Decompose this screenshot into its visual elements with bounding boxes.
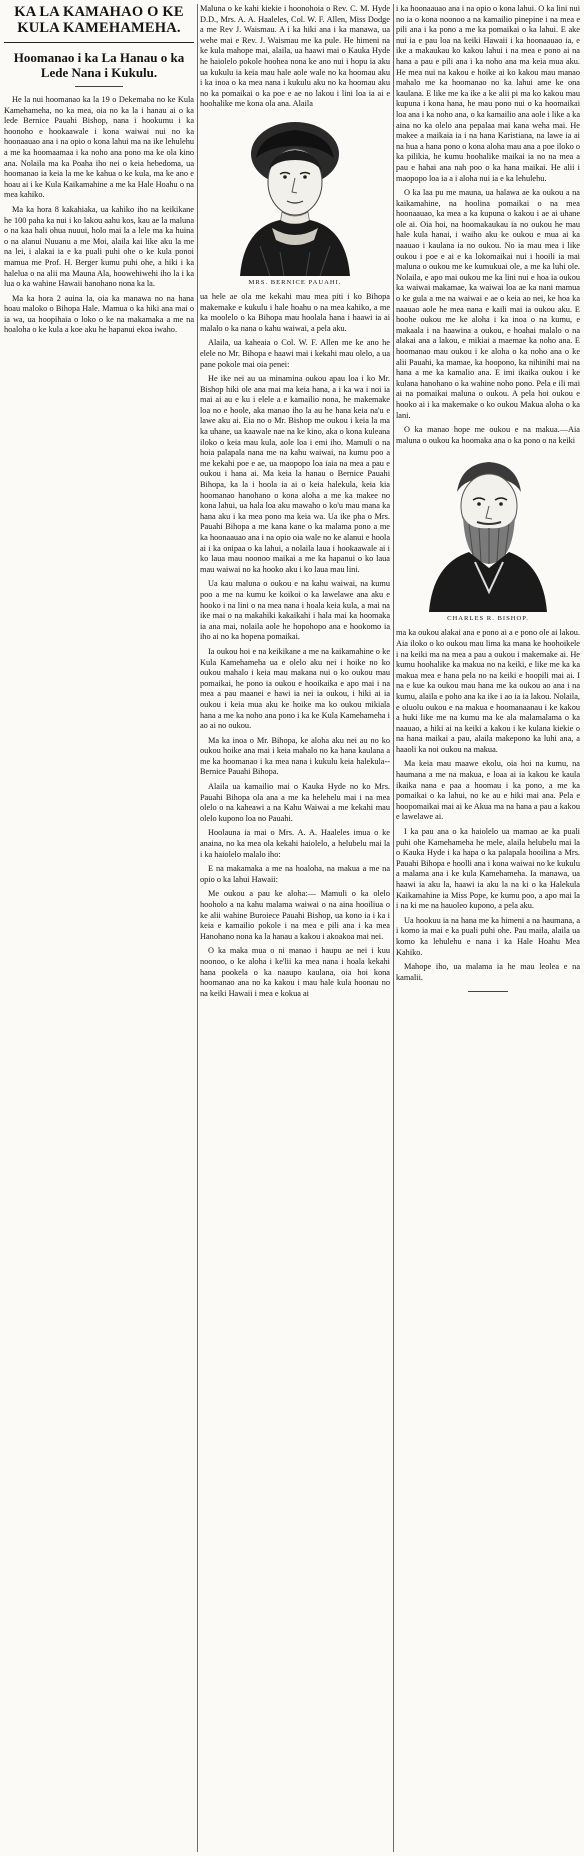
portrait-pauahi-image	[220, 116, 370, 276]
paragraph: Mahope iho, ua malama ia he mau leolea e na kamalii.	[396, 962, 580, 982]
paragraph: I ka pau ana o ka haiolelo ua mamao ae ka puali puhi ohe Kamehameha he mele, alaila helubelu mai la o Kauka Hyde i ka hapa o ka palapala hooilina a Mrs. Pauahi Bihopa e hoolli ana i kona waiwai no ke kukulu a malama ana i ke kula Kamehameha. Ia manawa, ua haawi ia aku la, haawi ia aku la na ki o ka Halekula Kaikamahine ia Miss Pope, ke kumu poo, a apo mai la i na ki me na hauoleo kupono, a pela aku.	[396, 827, 580, 911]
paragraph: Hoolauna ia mai o Mrs. A. A. Haaleles imua o ke anaina, no ka mea ola kekahi haiolelo, a helubelu mai la i ka haiolelo malalo iho:	[200, 828, 390, 859]
paragraph: Ma ka hora 8 kakahiaka, ua kahiko iho na keikikane he 100 paha ka nui i ko lakou aahu kos, kau ae la maluna o na kaa hali ohua nuuui, holo mai la a lele ma ka huina o na alanui Nuuanu a me Moi, alaila kai like aku la me na lei, i alakai ia e ka puali puhi ohe o ke kula ponoi mamua me Prof. H. Berger kumu puhi ohe, a hiki i ka halelua o na alii ma Mauna Ala, hoowehiwehi iho la i ka lua o ka wahine Hawaii hanohano nona ka la.	[4, 204, 194, 289]
paragraph: O ka manao hope me oukou e na makua.—Aia maluna o oukou ka hoomaka ana o ka pono o na keiki	[396, 425, 580, 445]
column-3	[396, 4, 580, 1852]
headline: KA LA KAMAHAO O KE KULA KAMEHAMEHA.	[14, 4, 184, 36]
paragraph: Maluna o ke kahi kiekie i hoonohoia o Rev. C. M. Hyde D.D., Mrs. A. A. Haaleles, Col. W. F. Allen, Miss Dodge a me Rev J. Waismau. A i ka hiki ana i ka manawa, ua wehe mai e Rev. J. Waismau me ka pule. He himeni na ke kula mahope mai, alaila, ua haawi mai o Kauka Hyde he haiolelo pokole hoohea nona ke ano nui i hopu ia aku ua kukulu ia keia mau hale aole wale no ka hoomau aku i ka inoa o ka mea nana i kukulu aku no ka hoomau aku no ka pomaikai o ka poe e ae no lakou i lini loa ia ai e hoohalike me kona ola ana. Alaila	[200, 4, 390, 109]
paragraph: i ka hoonaauao ana i na opio o kona lahui. O ka lini nui no ia o kona noonoo a na kamailio pinepine i na mea e pili ana i ka pono a me ka pomaikai o ka lahui. E ake nui ia e pau loa na keiki Hawaii i ka hoonaauao ia, e ike a makaukau ko kakou lahui i na mea e pono ai na hana a pau e pili ana i ka noho ana ma keia mua aku. He mea nui na kakou e hoike ai ko kakou mau manao mahalo me ka hoomanao no ka lahui ame ke ona kaulana. E like me ka ike a ke alii pi ma ko kakou mau kupuna i kona hana, he mau pono nui o ka hoomaikai loa ana i ka noho ana, o ka kamailio ana aole i like a ka aina no ka olelo ana pepalaa mai kana weha mai. He makee a maikaia ia i na hana Karistiana, na lawe ia ai na hua a hana pono o kona aloha mau ana a poe iloko o ka pilikia, he kumu hoohalike maikai ia no na mea a pau e hahai ana nah poo o ka hana maikai. He alii i maopopo loa ia a i aloha nui ia e ka lehulehu.	[396, 4, 580, 183]
paragraph: ma ka oukou alakai ana e pono ai a e pono ole ai lakou. Aia iloko o ko oukou mau lima ka mana ke hoohoikele i na keiki ma na mea a pau a oukou i makemake ai. He kumu hoohalike ka makua no na keiki, e like me ka ka makua mea e hana pela no na keiki e hoopili mai ai. I na e kue ka oukou mau hana me ka oukou ao ana i na kumu, alaila e poho ana ka ike i ao ia ia lakou. Nolaila, e oluolu oukou e na makua e hoomanaanau i ke kakou a huki like me na kumu ma ke ala malamalama o ka naauao, a hiki ai na keiki a kakou i ke kulana kiekie o na hana maikai a pau, alaila makepono ka luhi ana, a haaoli ka noi oukou na makua.	[396, 628, 580, 754]
portrait-pauahi-caption: MRS. BERNICE PAUAHI.	[248, 278, 342, 286]
column-1-body	[4, 95, 194, 336]
paragraph: Alaila, ua kaheaia o Col. W. F. Allen me ke ano he elele no Mr. Bihopa e haawi mai i kekahi mau olelo, a ua pane pokole mai oia penei:	[200, 338, 390, 369]
paragraph: He ike nei au ua minamina oukou apau loa i ko Mr. Bishop hiki ole ana mai ma keia hana, a i ka wa i noi ia mai ai au e ku i elele a e kamailio nona, he makemake loa no e hoole, aka manao iho la au he hana keia na'u e lawe aku ai. Eia no o Mr. Bishop me oukou i keia la ma ka uhane, ua kaawale nae na ke kino, aka o kona kuleana iloko o keia mau kula, aole loa i emi iho. Mamuli o na hoia palapala nana me na kahu waiwai, na kumu poo a me kekahi poe e ae, ua maopopo loa iaia na mea a pau e oukou i hana ai. Ma keia la hanau o Bernice Pauahi Bihopa, ka la i hoola ia ai o keia halekula, keia kia hoomanao hanohano o kona aloha a me ka makee no kona lahui, ua hala loa aku mawaho o ko'u mau mana ka hana aku i ka mea pono ma keia wa. Ua ike pha o Mrs. Pauahi Bihopa a me kana kane o ka malama pono a me ka hoonaauao ana i na opio oia wale no ke alanui e hoola ai i ka onipaa o ka lahui, a nolaila laua i hookaawale ai i ko laua mau noonoo maikai a me ka hapanui o ko laua mau waiwai no ka hooko aku i ko laua mau lini.	[200, 374, 390, 574]
headline-rule	[4, 42, 194, 43]
paragraph: Me oukou a pau ke aloha:— Mamuli o ka olelo hooholo a na kahu malama waiwai o na aina hooiliua o ke alii wahine Buroiece Pauahi Bishop, ua kono ia i ka i keia e kamailio pokole i na mea e pili ana i ka mea Hanohano nona ka la hanau a kakou i akoakoa mai nei.	[200, 889, 390, 941]
portrait-bishop-caption: CHARLES R. BISHOP.	[447, 615, 529, 623]
portrait-pauahi	[200, 116, 390, 276]
column-1	[4, 4, 194, 1852]
paragraph: Ua hookuu ia na hana me ka himeni a na haumana, a i komo ia mai e ka puali puhi ohe. Pau maila, alaila ua komo ka lehulehu e nana i ka Hale Hoahu Mea Kahiko.	[396, 915, 580, 957]
divider	[75, 86, 123, 87]
paragraph: Ma ka inoa o Mr. Bihopa, ke aloha aku nei au no ko oukou hoike ana mai i keia mahalo no ka hana kaulana a me ka hoomanao i ka mea nana i kukulu keia halekula--Bernice Pauahi Bihopa.	[200, 735, 390, 777]
paragraph: Alaila ua kamailio mai o Kauka Hyde no ko Mrs. Pauahi Bihopa ola ana a me ka helehelu mai i na mea olelo o na kaheawi a na Kahu Waiwai a me kekahi mau olelo kupono loa no Pauahi.	[200, 782, 390, 823]
paragraph: O ka laa pu me mauna, ua halawa ae ka oukou a na kaikamahine, na hoolina pomaikai o na mea hoonaauao, ka mea a ka kupuna o kakou i ae ai uhane ole ai. Oia hoi, na hoomakaukau ia no oukou he mau hale kula hanai, i waiho aku ke oukou e mua ai ka naauao i kaulana ia no oukou. No ia mau mea i like oukou i poe e ai e ka lokomaikai nui i hooili ia mai maluna o oukou me ke kumukuai ole, a me ka luhi ole. Nolaila, e apo mai oukou me ka lini nui e hoa ia oukou ka waiwai makamae, ka waiwai loa ae ka nani mamua o ke gula a me na waiwai e ae o keia ao nei, ke hoa ka naauao aole he mea nana e kaili mai ia oukou aku. E hoohe oukou me ke aloha i ka inoa o na kumu, e makaala i na haawina a oukou, e hoahai malalo o na alakai ana a lakou, e mikiai a maemae ka noho ana. E hoomanao mau oukou i ke aloha o ka noho ana o ke alii Pauahi, ka mamae, ka hoopono, ka nihinihi mai na hana a me ka kamalio ana. E imi ikaika oukou i ke kulana hanohano o ka wahine noho pono. Pela e ili mai ai na pomaikai maluna o oukou. A pela hoi oukou e hooko ai i ka makemake o ko oukou Makua aloha o ka lani.	[396, 188, 580, 420]
paragraph: Ma keia mau maawe ekolu, oia hoi na kumu, na haumana a me na makua, e loaa ai ia kakou ke kaula ikaika nana e paa a hoomau i ka pono, a me ka pomaikai o ka lahui, no ke au e hiki mai ana. Pela e hoopomaikai mai ai ke Akua ma na hana a pau a kakou e lawelawe ai.	[396, 759, 580, 822]
paragraph: He la nui hoomanao ka la 19 o Dekemaba no ke Kula Kamehameha, no ka mea, oia no ka la i hanau ai o ka lede Bernice Pauahi Bishop, nana i hookumu i ka hoonoho e hookaawale i kona waiwai nui no ka hoonaauao ana i na opio o kona lahui ma na ike lehulehu a me ka hoomaamaa i ka noho ana pono ma ke ola kino ana. Nolaila ma ka Poaha iho nei o keia hebedoma, ua hoomanao ia keia la me ke kahua o ke kula, ma ke ano e hoau ai i ke Kula Kaikamahine a me ka Hale Hoahu o na mea kahiko.	[4, 95, 194, 200]
paragraph: Ia oukou hoi e na keikikane a me na kaikamahine o ke Kula Kamehameha ua e olelo aku nei i hoike no ko oukou mahalo i keia mau makana nui o ko oukou mau pomaikai, he pono ia oukou e hooikaika e apo mai i na mea a pau maanei e hawi ia nei ia oukou, i hiki ai ia oukou i keia mua aku ke hoike ma ko oukou mikiala hana a me ka noho ana pono i ka ke Kula Kamehameha i ao ai no oukou.	[200, 646, 390, 731]
portrait-bishop-image	[413, 452, 563, 612]
column-rule	[393, 4, 394, 1852]
subheadline: Hoomanao i ka La Hanau o ka Lede Nana i Kukulu.	[13, 50, 185, 80]
end-rule	[468, 991, 508, 992]
portrait-bishop	[396, 452, 580, 612]
paragraph: O ka maka mua o ni manao i haupu ae nei i kuu noonoo, o ke aloha i ke'lii ka mea nana i hoala kekahi hana pookela o ka naaupo kaulana, oia hoi kona hoomanao ana no ka kakou i mau hale kula hoonau no na keiki Hawaii i mea e kokua ai	[200, 946, 390, 998]
column-2	[200, 4, 390, 1852]
paragraph: Ma ka hora 2 auina la, oia ka manawa no na hana hoau maloko o Bihopa Hale. Mamua o ka hiki ana mai o ia wa, ua hoopihaia o loko o ke na makamaka a me na hoaloha o ke kula a koe aku he hapanui ekoa iwaho.	[4, 293, 194, 335]
paragraph: Ua kau maluna o oukou e na kahu waiwai, na kumu poo a me na kumu ke koikoi o ka lawelawe ana aku e hooko i na lini o na mea nana i hoala keia kula, a mai na ike mai o na makahiki kakaikahi i hala mai ka hoomaka ia ana mai, nolaila aole he hopohopo ana e hookomo ia iho ai no ka hopena pomaikai.	[200, 579, 390, 642]
paragraph: E na makamaka a me na hoaloha, na makua a me na opio o ka lahui Hawaii:	[200, 864, 390, 884]
paragraph: ua hele ae ola me kekahi mau mea piti i ko Bihopa makemake e kukulu i hale hoahu o na mea kahiko, a me ka moolelo o ka Bihopa mau hoolala hana i haawi ia ai malalo o ka nana o kahu waiwai, a pela aku.	[200, 291, 390, 333]
column-rule	[197, 4, 198, 1852]
